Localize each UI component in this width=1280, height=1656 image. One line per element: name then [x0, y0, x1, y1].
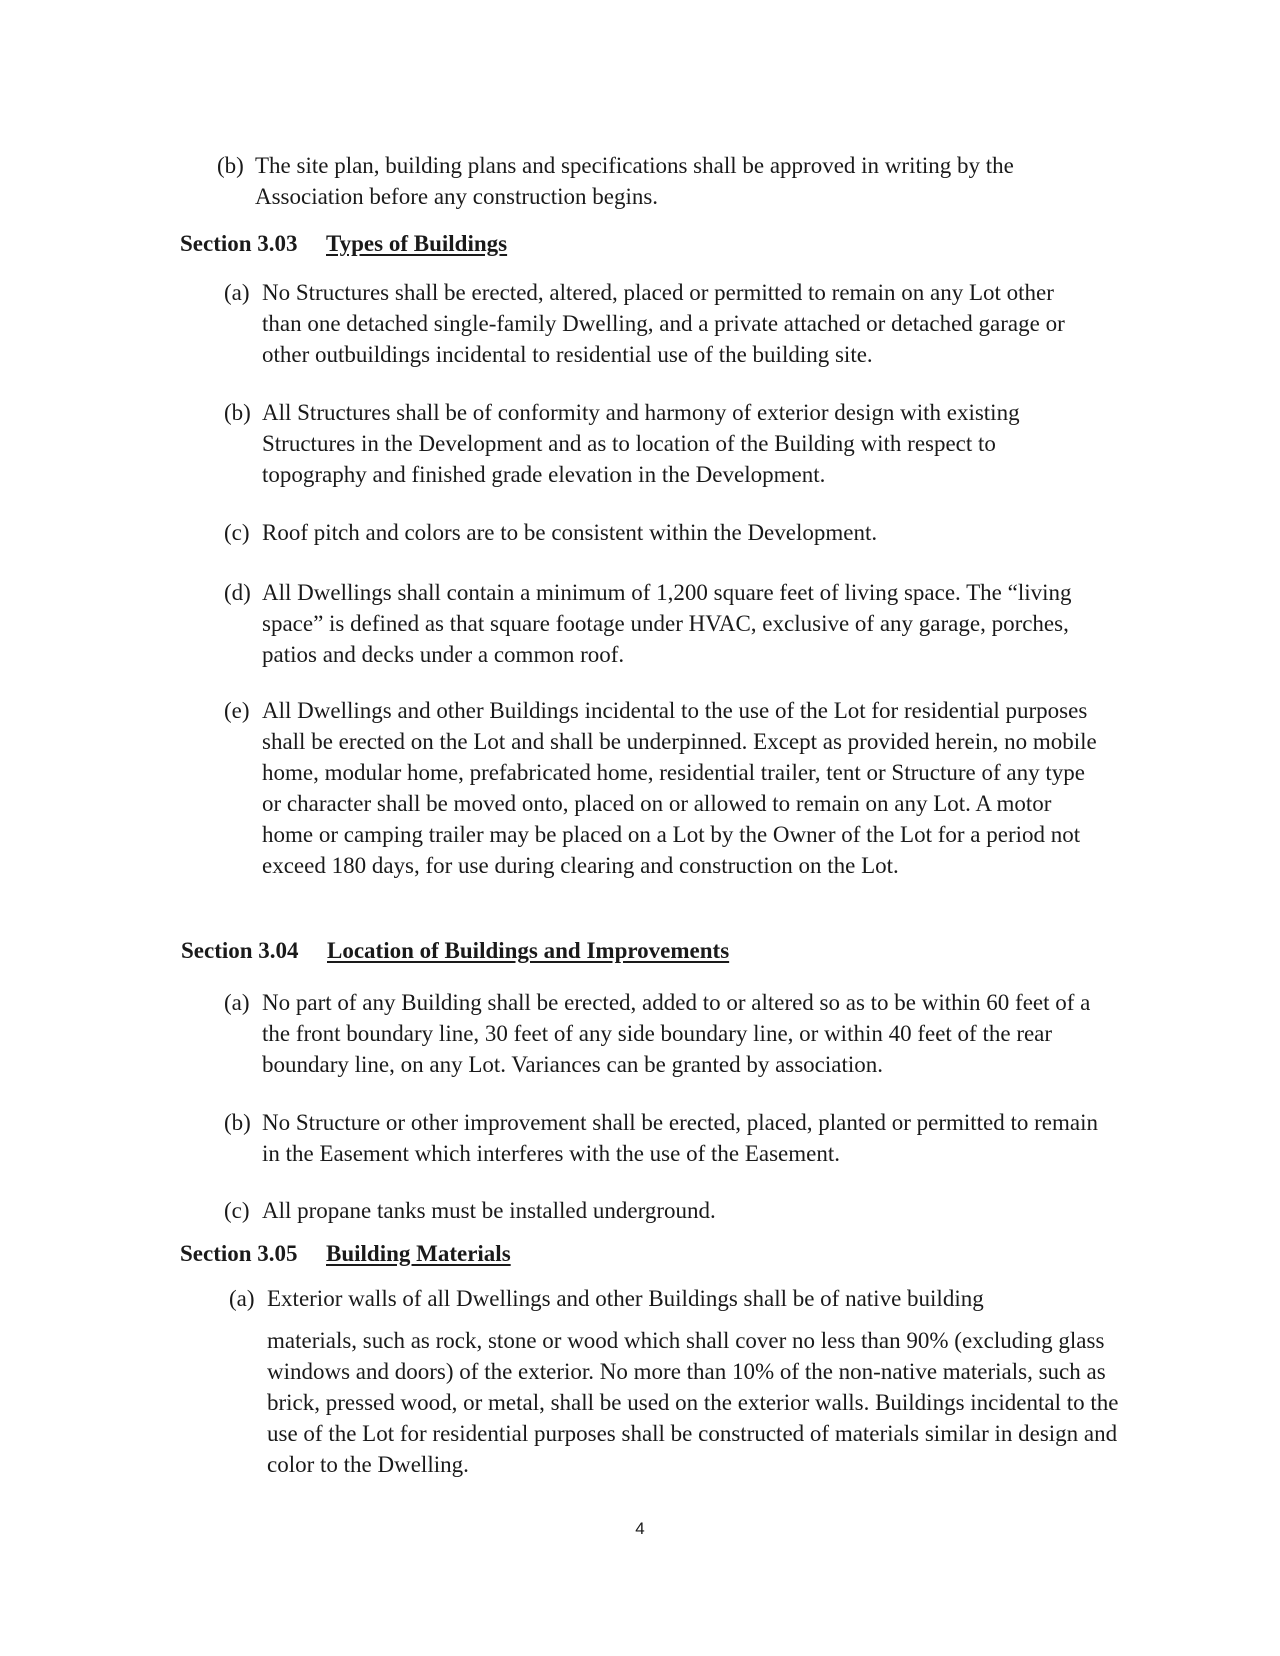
item-label: (e) — [224, 698, 250, 723]
list-item — [229, 1283, 1119, 1314]
item-label: (b) — [224, 400, 251, 425]
list-item — [217, 150, 1097, 212]
item-label: (c) — [224, 1198, 250, 1223]
list-item — [224, 1107, 1104, 1169]
section-number: Section 3.04 — [181, 938, 299, 963]
item-label: (b) — [217, 153, 244, 178]
section-heading — [181, 935, 729, 966]
item-text: All propane tanks must be installed underground. — [262, 1198, 716, 1223]
item-label: (c) — [224, 520, 250, 545]
section-number: Section 3.05 — [180, 1241, 298, 1266]
item-label: (a) — [224, 990, 250, 1015]
section-heading — [180, 228, 507, 259]
item-text: Exterior walls of all Dwellings and other Buildings shall be of native building — [267, 1286, 984, 1311]
list-item — [224, 577, 1094, 670]
list-item — [224, 397, 1094, 490]
item-continuation: materials, such as rock, stone or wood which shall cover no less than 90% (excluding glass windows and doors) of the exterior. No more than 10% of the non-native materials, such as brick, pressed wood, or metal, shall be used on the exterior walls. Buildings incidental to the use of the Lot for residential purposes shall be constructed of materials similar in design and color to the Dwelling. — [267, 1328, 1119, 1477]
item-text: All Dwellings shall contain a minimum of 1,200 square feet of living space. The “living space” is defined as that square footage under HVAC, exclusive of any garage, porches, patios and decks under a common roof. — [262, 580, 1072, 667]
list-item — [224, 517, 1094, 548]
item-label: (d) — [224, 580, 251, 605]
list-item — [224, 1195, 1104, 1226]
section-title: Building Materials — [326, 1241, 511, 1266]
section-title: Types of Buildings — [326, 231, 508, 256]
item-text: No part of any Building shall be erected, added to or altered so as to be within 60 feet of a the front boundary line, 30 feet of any side boundary line, or within 40 feet of the rear boundary line, on any Lot. Variances can be granted by association. — [262, 990, 1091, 1077]
page-number: 4 — [635, 1519, 645, 1538]
item-text: No Structure or other improvement shall be erected, placed, planted or permitted to remain in the Easement which interferes with the use of the Easement. — [262, 1110, 1099, 1166]
item-text: All Structures shall be of conformity and harmony of exterior design with existing Structures in the Development and as to location of the Building with respect to topography and finished grade elevation in the Development. — [262, 400, 1020, 487]
item-text: No Structures shall be erected, altered, placed or permitted to remain on any Lot other than one detached single-family Dwelling, and a private attached or detached garage or other outbuildings incidental to residential use of the building site. — [262, 280, 1065, 367]
item-text: All Dwellings and other Buildings incidental to the use of the Lot for residential purposes shall be erected on the Lot and shall be underpinned. Except as provided herein, no mobile home, modular home, prefabricated home, residential trailer, tent or Structure of any type or character shall be moved onto, placed on or allowed to remain on any Lot. A motor home or camping trailer may be placed on a Lot by the Owner of the Lot for a period not exceed 180 days, for use during clearing and construction on the Lot. — [262, 698, 1097, 878]
list-item — [224, 695, 1104, 881]
item-text: Roof pitch and colors are to be consistent within the Development. — [262, 520, 878, 545]
section-title: Location of Buildings and Improvements — [327, 938, 730, 963]
item-label: (a) — [224, 280, 250, 305]
section-heading — [180, 1238, 511, 1269]
section-number: Section 3.03 — [180, 231, 298, 256]
item-label: (b) — [224, 1110, 251, 1135]
item-text: The site plan, building plans and specifications shall be approved in writing by the Association before any construction begins. — [255, 153, 1014, 209]
item-label: (a) — [229, 1286, 255, 1311]
list-item — [224, 987, 1104, 1080]
list-item — [224, 277, 1094, 370]
